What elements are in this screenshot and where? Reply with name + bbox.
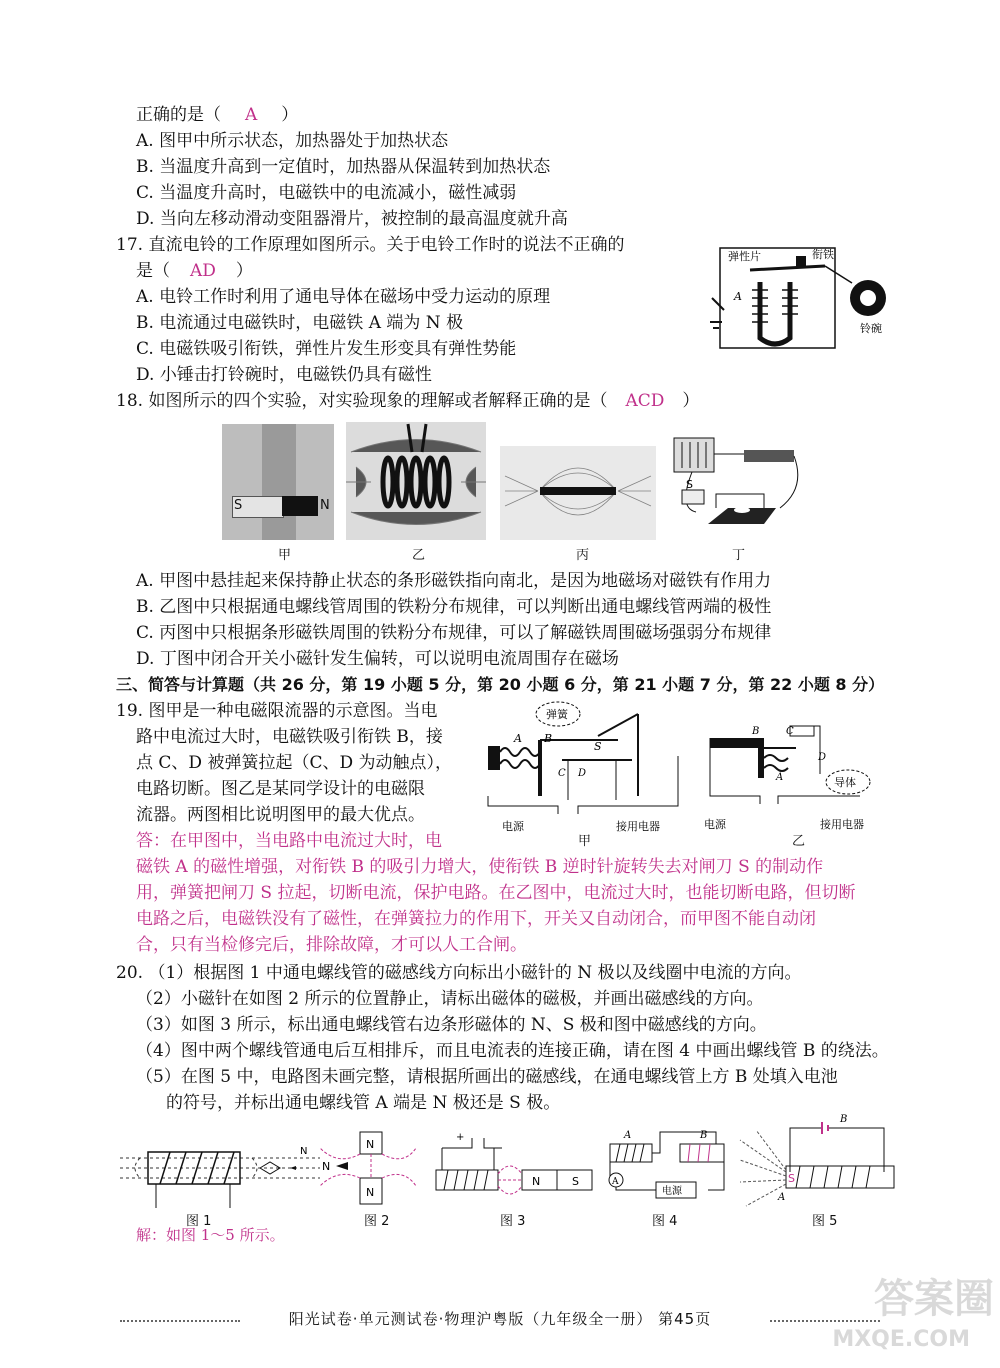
- jia-label-c: C: [558, 768, 566, 779]
- caption-fig3: 图 3: [500, 1214, 526, 1229]
- q20-part5: （5）在图 5 中，电路图未画完整，请根据所画出的磁感线，在通电螺线管上方 B 处填入电池: [136, 1067, 838, 1087]
- q17-option-c: C. 电磁铁吸引衔铁，弹性片发生形变具有弹性势能: [136, 339, 517, 359]
- caption-ding: 丁: [732, 548, 746, 563]
- q16-stem: 正确的是（ A ）: [136, 105, 299, 125]
- yi-label-b: B: [752, 726, 760, 737]
- electric-bell-figure: [700, 238, 900, 356]
- q19-answer-line4: 电路之后，电磁铁没有了磁性，在弹簧拉力的作用下，开关又自动闭合，而甲图不能自动闭: [136, 909, 816, 929]
- q20-part3: （3）如图 3 所示，标出通电螺线管右边条形磁体的 N、S 极和图中磁感线的方向。: [136, 1015, 767, 1035]
- q16-option-a: A. 图甲中所示状态，加热器处于加热状态: [136, 131, 449, 151]
- q18-stem: 18. 如图所示的四个实验，对实验现象的理解或者解释正确的是（ ACD ）: [116, 391, 700, 411]
- caption-fig4: 图 4: [652, 1214, 678, 1229]
- switch-s-label: S: [686, 478, 693, 491]
- fig3-s: S: [572, 1175, 579, 1188]
- q19-line5: 流器。两图相比说明图甲的最大优点。: [136, 805, 425, 825]
- yi-label-d: D: [818, 752, 827, 763]
- q18-option-c: C. 丙图中只根据条形磁铁周围的铁粉分布规律，可以了解磁铁周围磁场强弱分布规律: [136, 623, 772, 643]
- fig3-plus: +: [456, 1132, 465, 1143]
- current-limiter-yi-figure: [700, 718, 880, 836]
- q20-answer: 解：如图 1～5 所示。: [136, 1226, 285, 1244]
- fig2-n-top: N: [366, 1138, 375, 1151]
- q20-part2: （2）小磁针在如图 2 所示的位置静止，请标出磁体的磁极，并画出磁感线的方向。: [136, 989, 764, 1009]
- bell-label-bowl: 铃碗: [860, 322, 882, 335]
- q19-answer-line3: 用，弹簧把闸刀 S 拉起，切断电流，保护电路。在乙图中，电流过大时，也能切断电路，但切断: [136, 883, 856, 903]
- jia-label-spring: 弹簧: [546, 708, 568, 721]
- q18-answer: ACD: [625, 391, 665, 411]
- fig5-b: B: [840, 1114, 848, 1125]
- current-limiter-jia-figure: [478, 696, 690, 840]
- experiment-jia-image: [222, 424, 334, 540]
- yi-label-c: C: [786, 726, 794, 737]
- q19-answer-line2: 磁铁 A 的磁性增强，对衔铁 B 的吸引力增大，使衔铁 B 逆时针旋转失去对闸刀 S 的制动作: [136, 857, 824, 877]
- q18-option-b: B. 乙图中只根据通电螺线管周围的铁粉分布规律，可以判断出通电螺线管两端的极性: [136, 597, 772, 617]
- q18-option-d: D. 丁图中闭合开关小磁针发生偏转，可以说明电流周围存在磁场: [136, 649, 619, 669]
- caption-jia: 甲: [278, 548, 292, 563]
- fig5-a: A: [778, 1192, 786, 1203]
- experiment-bing-image: [500, 446, 656, 540]
- q20-figure-3: [432, 1128, 602, 1210]
- jia-label-a: A: [514, 732, 522, 745]
- fig3-n: N: [532, 1175, 541, 1188]
- jia-label-s: S: [594, 740, 602, 753]
- jia-label-load: 接用电器: [616, 820, 660, 833]
- caption-fig2: 图 2: [364, 1214, 390, 1229]
- bell-label-armature: 衔铁: [812, 248, 834, 261]
- section-3-heading: 三、简答与计算题（共 26 分，第 19 小题 5 分，第 20 小题 6 分，第 21 小题 7 分，第 22 小题 8 分）: [116, 675, 885, 694]
- page-footer: 阳光试卷·单元测试卷·物理沪粤版（九年级全一册） 第45页: [288, 1310, 712, 1328]
- q17-option-d: D. 小锤击打铃碗时，电磁铁仍具有磁性: [136, 365, 432, 385]
- q19-line3: 点 C、D 被弹簧拉起（C、D 为动触点），: [136, 753, 452, 773]
- yi-label-a: A: [776, 772, 784, 783]
- yi-label-conductor: 导体: [834, 776, 856, 789]
- jia-label-d: D: [578, 768, 587, 779]
- jia-label-source: 电源: [502, 820, 524, 833]
- q19-line2: 路中电流过大时，电磁铁吸引衔铁 B，接: [136, 727, 443, 747]
- q20-part4: （4）图中两个螺线管通电后互相排斥，而且电流表的连接正确，请在图 4 中画出螺线管 B 的绕法。: [136, 1041, 889, 1061]
- q17-answer: AD: [190, 261, 216, 281]
- magnet-n-label: N: [320, 498, 330, 513]
- q17-option-a: A. 电铃工作时利用了通电导体在磁场中受力运动的原理: [136, 287, 551, 307]
- q20-figure-4: [604, 1124, 732, 1210]
- yi-label-load: 接用电器: [820, 818, 864, 831]
- yi-label-source: 电源: [704, 818, 726, 831]
- caption-fig1: 图 1: [186, 1214, 212, 1229]
- q20-figure-1: [120, 1132, 320, 1210]
- jia-label-b: B: [544, 732, 553, 745]
- q20-part1: 20. （1）根据图 1 中通电螺线管的磁感线方向标出小磁针的 N 极以及线圈中电流的方向。: [116, 963, 802, 983]
- svg-text:N: N: [300, 1146, 308, 1157]
- q19-answer-line5: 合，只有当检修完后，排除故障，才可以人工合闸。: [136, 935, 527, 955]
- q20-figure-2: [318, 1128, 418, 1210]
- q20-figure-5: [736, 1110, 896, 1210]
- q18-option-a: A. 甲图中悬挂起来保持静止状态的条形磁铁指向南北，是因为地磁场对磁铁有作用力: [136, 571, 772, 591]
- watermark-logo: 答案圈: [874, 1276, 994, 1322]
- q19-answer-line1: 答：在甲图中，当电路中电流过大时，电: [136, 831, 442, 851]
- fig4-b: B: [700, 1130, 708, 1141]
- q16-option-d: D. 当向左移动滑动变阻器滑片，被控制的最高温度就升高: [136, 209, 568, 229]
- q16-option-c: C. 当温度升高时，电磁铁中的电流减小，磁性减弱: [136, 183, 517, 203]
- fig4-ammeter: A: [612, 1177, 619, 1187]
- q17-stem-line1: 17. 直流电铃的工作原理如图所示。关于电铃工作时的说法不正确的: [116, 235, 625, 255]
- fig2-n-bottom: N: [366, 1186, 375, 1199]
- q16-option-b: B. 当温度升高到一定值时，加热器从保温转到加热状态: [136, 157, 551, 177]
- watermark-url: MXQE.COM: [832, 1327, 970, 1352]
- fig4-source: 电源: [662, 1186, 682, 1197]
- caption-bing: 丙: [576, 548, 590, 563]
- magnet-s-label: S: [234, 498, 243, 513]
- fig2-needle-n: N: [322, 1160, 331, 1173]
- caption-fig-jia: 甲: [578, 834, 592, 849]
- q17-option-b: B. 电流通过电磁铁时，电磁铁 A 端为 N 极: [136, 313, 464, 333]
- caption-fig-yi: 乙: [792, 834, 806, 849]
- fig5-s: S: [788, 1172, 795, 1185]
- bell-label-spring: 弹性片: [728, 250, 761, 263]
- q19-line1: 19. 图甲是一种电磁限流器的示意图。当电: [116, 701, 438, 721]
- caption-yi: 乙: [412, 548, 426, 563]
- q20-part5-cont: 的符号，并标出通电螺线管 A 端是 N 极还是 S 极。: [166, 1093, 561, 1113]
- caption-fig5: 图 5: [812, 1214, 838, 1229]
- q16-answer: A: [245, 105, 258, 125]
- experiment-ding-image: [668, 428, 808, 540]
- experiment-yi-image: [346, 422, 486, 540]
- bell-label-a: A: [734, 290, 742, 303]
- fig4-a: A: [624, 1130, 632, 1141]
- q19-line4: 电路切断。图乙是某同学设计的电磁限: [136, 779, 425, 799]
- q17-stem-line2: 是（ AD ）: [136, 261, 253, 281]
